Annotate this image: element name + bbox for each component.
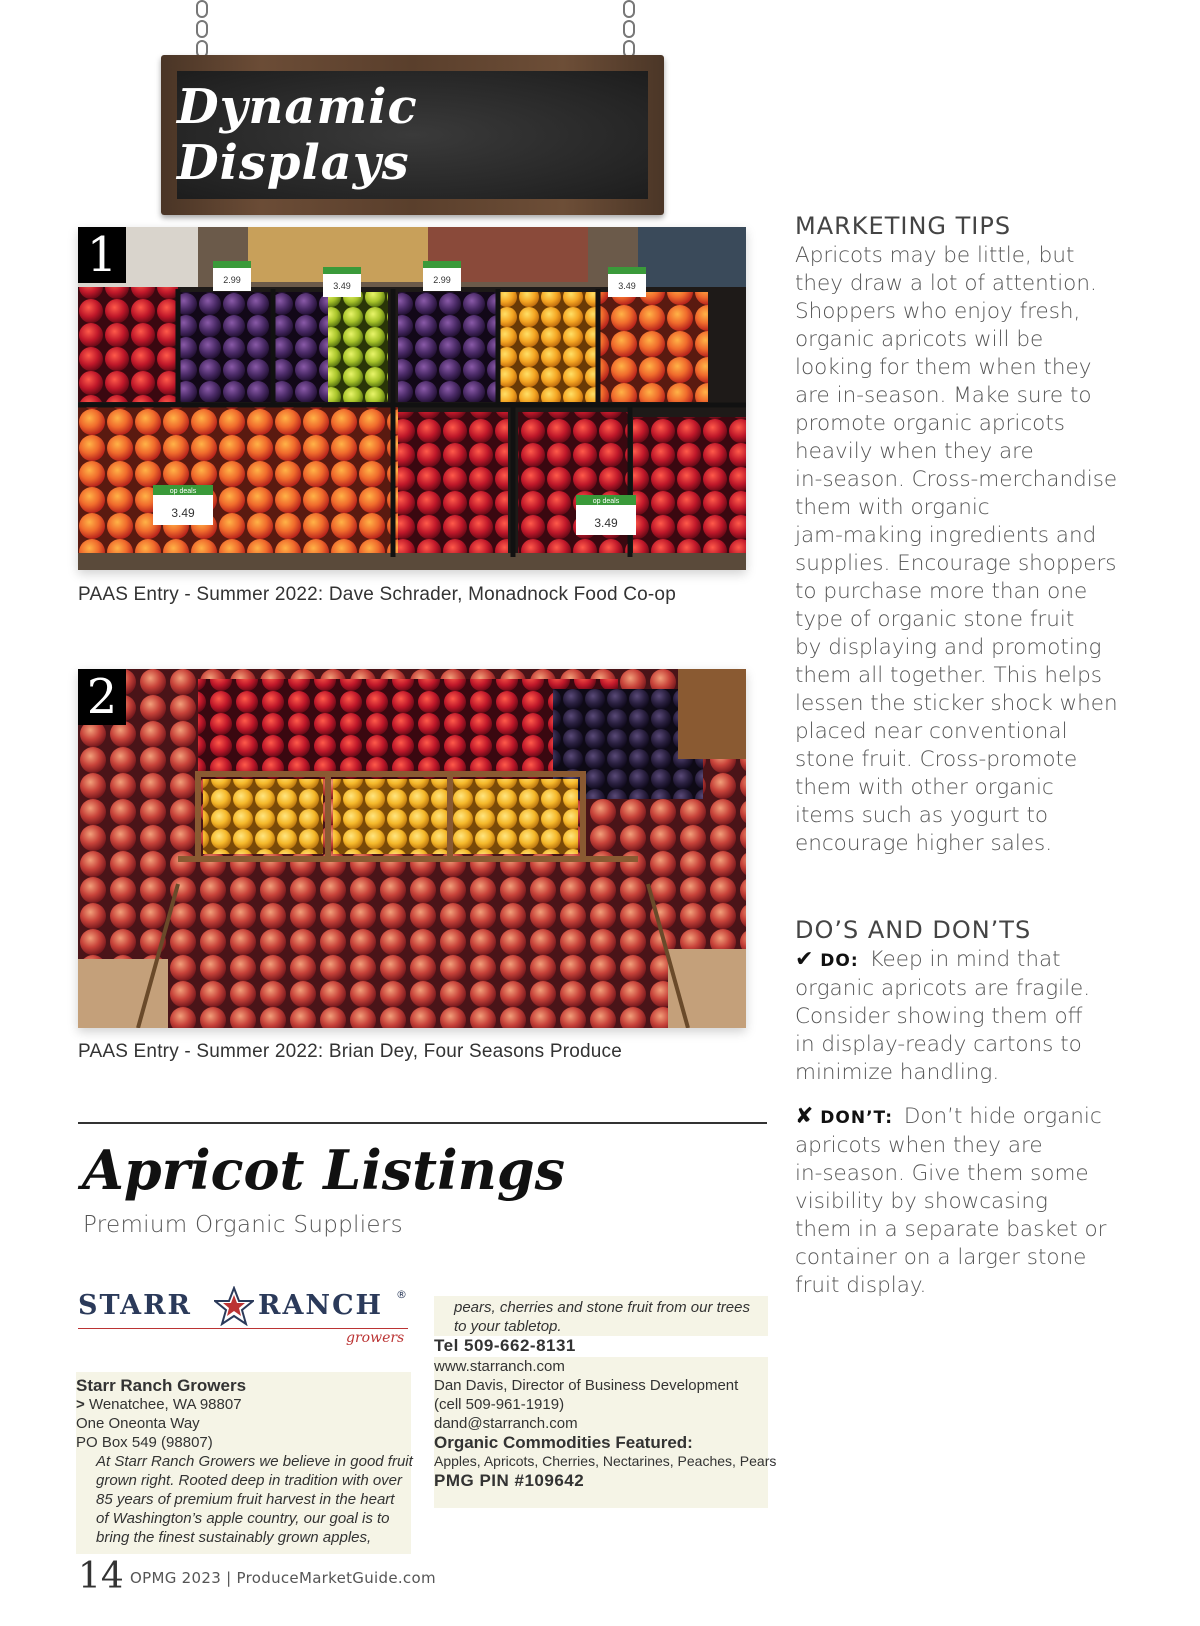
blurb-line: of Washington’s apple country, our goal is to: [96, 1510, 390, 1527]
price-tag-4: 3.49: [618, 281, 636, 291]
tip-line: Apricots may be little, but: [795, 243, 1075, 268]
tip-line: are in-season. Make sure to: [795, 383, 1092, 408]
price-tag-2: 3.49: [333, 281, 351, 291]
marketing-tips-body: [795, 242, 1140, 858]
location-arrow-icon: >: [76, 1396, 85, 1413]
price-tag-3: 2.99: [433, 275, 451, 285]
price-tag-6: 3.49: [594, 516, 618, 530]
supplier-cell: (cell 509-961-1919): [434, 1396, 565, 1413]
page-number: 14: [78, 1556, 124, 1597]
tip-line: stone fruit. Cross-promote: [795, 747, 1078, 772]
do-label: DO:: [820, 951, 859, 971]
dont-line: them in a separate basket or: [795, 1217, 1107, 1242]
blurb-cont-line: to your tabletop.: [454, 1318, 562, 1335]
tip-line: by displaying and promoting: [795, 635, 1102, 660]
registered-mark: ®: [396, 1288, 407, 1301]
listings-subtitle: Premium Organic Suppliers: [83, 1212, 403, 1238]
supplier-email[interactable]: dand@starranch.com: [434, 1415, 578, 1432]
dont-line: apricots when they are: [795, 1133, 1043, 1158]
starr-ranch-logo: [78, 1286, 408, 1346]
tip-line: placed near conventional: [795, 719, 1068, 744]
do-line: Consider showing them off: [795, 1004, 1083, 1029]
supplier-address-2: PO Box 549 (98807): [76, 1434, 213, 1451]
tip-line: them with organic: [795, 495, 990, 520]
sign-chain-right: [623, 0, 633, 58]
do-block: [795, 946, 1140, 1087]
tip-line: items such as yogurt to: [795, 803, 1049, 828]
tip-line: them with other organic: [795, 775, 1054, 800]
stone-fruit-display-image-1: [78, 227, 746, 570]
photo-number-2: 2: [78, 669, 126, 725]
sign-chain-left: [196, 0, 206, 58]
commodities-list: Apples, Apricots, Cherries, Nectarines, Peaches, Pears: [434, 1453, 777, 1469]
deal-label-2: op deals: [592, 498, 620, 505]
price-tag-5: 3.49: [171, 506, 195, 520]
sign-title: Dynamic Displays: [177, 79, 418, 191]
pmg-pin: PMG PIN #109642: [434, 1471, 585, 1490]
dont-text: Don’t hide organic: [903, 1104, 1102, 1129]
tip-line: jam-making ingredients and: [795, 523, 1097, 548]
photo-display-2: [78, 669, 746, 1028]
check-icon: ✔: [795, 947, 814, 972]
tip-line: in-season. Cross-merchandise: [795, 467, 1118, 492]
supplier-address-1: One Oneonta Way: [76, 1415, 200, 1432]
dont-block: [795, 1103, 1140, 1300]
tip-line: encourage higher sales.: [795, 831, 1053, 856]
photo-caption-1: PAAS Entry - Summer 2022: Dave Schrader, Monadnock Food Co-op: [78, 584, 676, 605]
supplier-website[interactable]: www.starranch.com: [434, 1358, 565, 1375]
stone-fruit-display-image-2: [78, 669, 746, 1028]
tip-line: organic apricots will be: [795, 327, 1044, 352]
tip-line: to purchase more than one: [795, 579, 1088, 604]
listings-title: Apricot Listings: [82, 1138, 566, 1202]
tip-line: type of organic stone fruit: [795, 607, 1075, 632]
footer-text: OPMG 2023 | ProduceMarketGuide.com: [130, 1569, 436, 1587]
tip-line: promote organic apricots: [795, 411, 1065, 436]
deal-label-1: op deals: [169, 488, 197, 495]
tip-line: heavily when they are: [795, 439, 1034, 464]
logo-word-right: RANCH: [258, 1290, 384, 1321]
tip-line: supplies. Encourage shoppers: [795, 551, 1117, 576]
logo-word-left: STARR: [78, 1290, 192, 1321]
supplier-location: [76, 1395, 411, 1414]
logo-underline: [78, 1328, 408, 1329]
chalkboard: [177, 71, 648, 199]
cross-icon: ✘: [795, 1104, 814, 1129]
do-text: Keep in mind that: [869, 947, 1061, 972]
blurb-cont-line: pears, cherries and stone fruit from our trees: [454, 1299, 750, 1316]
logo-subtitle: growers: [346, 1330, 405, 1346]
blurb-line: bring the finest sustainably grown apples,: [96, 1529, 372, 1546]
dont-line: visibility by showcasing: [795, 1189, 1048, 1214]
dos-and-donts: [795, 916, 1140, 1300]
marketing-tips: [795, 212, 1140, 858]
commodities-label: Organic Commodities Featured:: [434, 1433, 693, 1452]
supplier-name: Starr Ranch Growers: [76, 1376, 247, 1395]
supplier-contact: Dan Davis, Director of Business Development: [434, 1377, 739, 1394]
dont-label: DON’T:: [820, 1108, 893, 1128]
star-icon: [214, 1286, 254, 1326]
photo-caption-2: PAAS Entry - Summer 2022: Brian Dey, Four Seasons Produce: [78, 1041, 622, 1062]
dont-line: container on a larger stone: [795, 1245, 1087, 1270]
location-text: Wenatchee, WA 98807: [88, 1396, 242, 1413]
tip-line: they draw a lot of attention.: [795, 271, 1097, 296]
supplier-tel: Tel 509-662-8131: [434, 1336, 768, 1357]
supplier-card-left: [76, 1372, 411, 1554]
blurb-line: At Starr Ranch Growers we believe in good fruit: [96, 1453, 413, 1470]
do-line: minimize handling.: [795, 1060, 1000, 1085]
blurb-line: 85 years of premium fruit harvest in the heart: [96, 1491, 395, 1508]
photo-display-1: [78, 227, 746, 570]
blurb-line: grown right. Rooted deep in tradition with over: [96, 1472, 403, 1489]
dont-line: fruit display.: [795, 1273, 927, 1298]
chalkboard-sign: [161, 55, 664, 215]
tip-line: looking for them when they: [795, 355, 1092, 380]
price-tag-1: 2.99: [223, 275, 241, 285]
tip-line: Shoppers who enjoy fresh,: [795, 299, 1081, 324]
dos-donts-heading: DO’S AND DON’TS: [795, 916, 1032, 944]
marketing-tips-heading: MARKETING TIPS: [795, 212, 1012, 240]
supplier-card-right: [434, 1336, 777, 1508]
tip-line: lessen the sticker shock when: [795, 691, 1118, 716]
photo-number-1: 1: [78, 227, 126, 283]
section-divider: [78, 1122, 767, 1124]
tip-line: them all together. This helps: [795, 663, 1102, 688]
do-line: organic apricots are fragile.: [795, 976, 1091, 1001]
do-line: in display-ready cartons to: [795, 1032, 1082, 1057]
dont-line: in-season. Give them some: [795, 1161, 1089, 1186]
